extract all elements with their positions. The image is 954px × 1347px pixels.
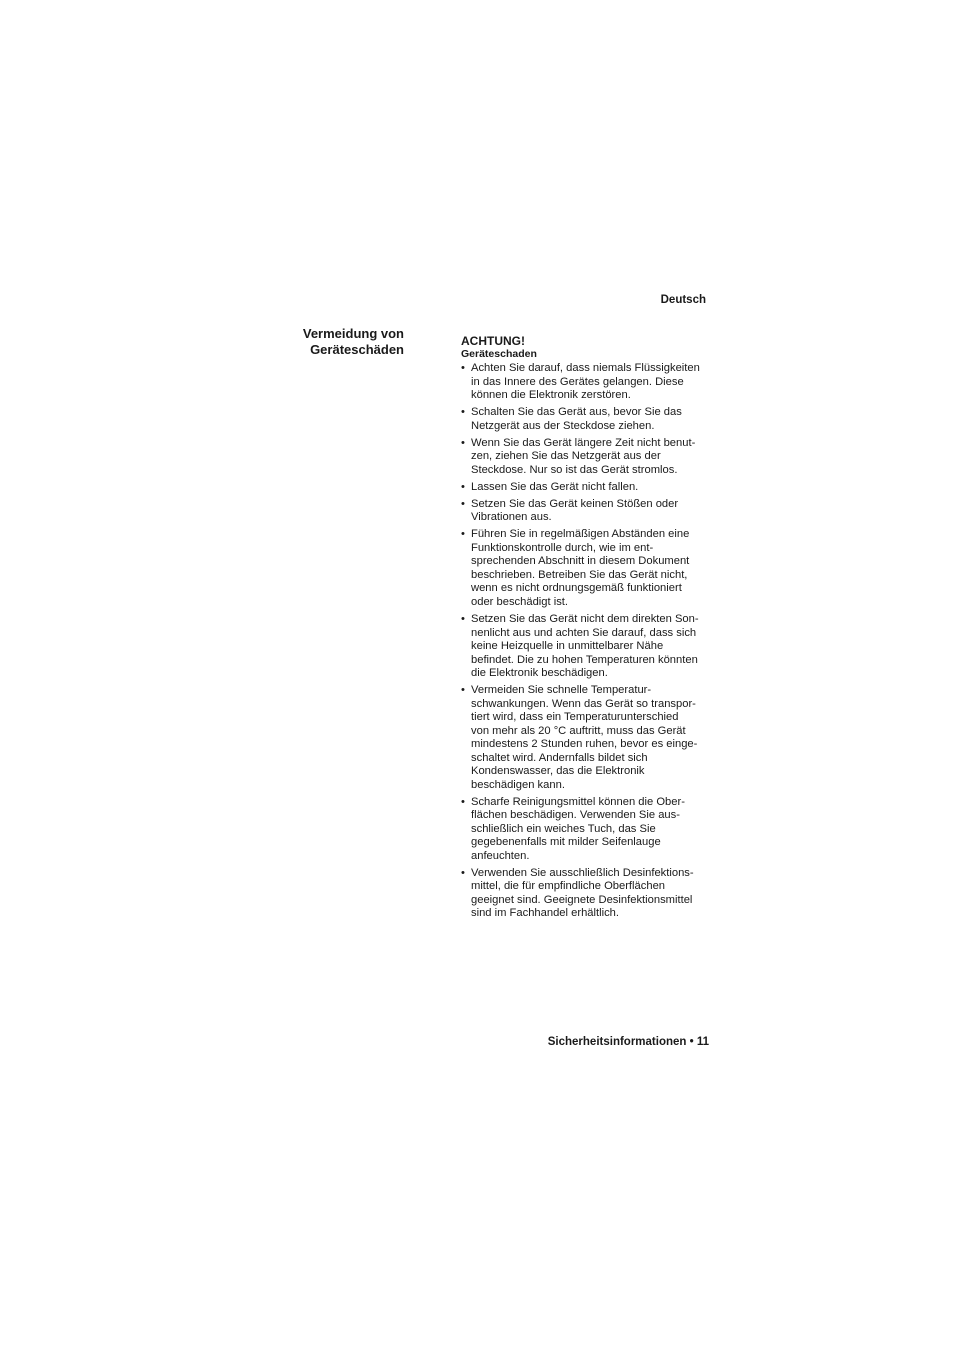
list-item-text: Schalten Sie das Gerät aus, bevor Sie das Netzgerät aus der Steckdose ziehen. bbox=[471, 406, 682, 432]
list-item-text: Scharfe Reinigungsmittel können die Ober- flächen beschädigen. Verwenden Sie aus- schließlich ein weiches Tuch, das Sie gegebenenfalls mit milder Seifenlauge anfeuchten. bbox=[471, 795, 685, 862]
list-item-text: Lassen Sie das Gerät nicht fallen. bbox=[471, 480, 639, 493]
bullet-icon: • bbox=[461, 684, 465, 697]
list-item bbox=[461, 498, 713, 525]
section-heading-line2: Geräteschäden bbox=[310, 342, 404, 357]
bullet-icon: • bbox=[461, 362, 465, 374]
list-item-text: Vermeiden Sie schnelle Temperatur- schwankungen. Wenn das Gerät so transpor- tiert wird, dass ein Temperaturunterschied von mehr als 20 °C auftritt, muss das Gerät mindestens 2 Stunden ruhen, bevor es einge- schaltet wird. Andernfalls bildet sich Kondenswasser, das die Elektronik beschädigen kann. bbox=[471, 684, 698, 791]
warning-title: ACHTUNG! bbox=[461, 334, 525, 348]
list-item bbox=[461, 481, 713, 495]
bullet-icon: • bbox=[461, 613, 465, 626]
list-item bbox=[461, 437, 713, 478]
warning-list bbox=[461, 362, 713, 921]
bullet-icon: • bbox=[461, 436, 465, 449]
list-item-text: Setzen Sie das Gerät nicht dem direkten Son- nenlicht aus und achten Sie darauf, dass sich keine Heizquelle in unmittelbarer Nähe befindet. Die zu hohen Temperaturen könnten die Elektronik beschädigen. bbox=[471, 613, 699, 680]
bullet-icon: • bbox=[461, 406, 465, 419]
section-heading bbox=[303, 326, 404, 358]
bullet-icon: • bbox=[461, 528, 465, 541]
list-item-text: Führen Sie in regelmäßigen Abständen eine Funktionskontrolle durch, wie im ent- sprechenden Abschnitt in diesem Dokument beschrieben. Betreiben Sie das Gerät nicht, wenn es nicht ordnungsgemäß funktioniert oder beschädigt ist. bbox=[471, 528, 690, 608]
warning-block bbox=[461, 334, 713, 924]
list-item-text: Achten Sie darauf, dass niemals Flüssigkeiten in das Innere des Gerätes gelangen. Diese können die Elektronik zerstören. bbox=[471, 362, 700, 401]
list-item bbox=[461, 796, 713, 864]
section-heading-line1: Vermeidung von bbox=[302, 326, 404, 341]
warning-subtitle: Geräteschaden bbox=[461, 348, 537, 360]
page-footer: Sicherheitsinformationen • 11 bbox=[547, 1036, 709, 1048]
bullet-icon: • bbox=[461, 795, 465, 808]
list-item bbox=[461, 684, 713, 792]
list-item bbox=[461, 867, 713, 921]
bullet-icon: • bbox=[461, 480, 465, 493]
list-item bbox=[461, 406, 713, 433]
list-item-text: Setzen Sie das Gerät keinen Stößen oder Vibrationen aus. bbox=[471, 497, 679, 524]
bullet-icon: • bbox=[461, 497, 465, 510]
list-item bbox=[461, 613, 713, 681]
list-item bbox=[461, 362, 713, 403]
list-item bbox=[461, 528, 713, 609]
list-item-text: Verwenden Sie ausschließlich Desinfektions- mittel, die für empfindliche Oberflächen geeignet sind. Geeignete Desinfektionsmittel sind im Fachhandel erhältlich. bbox=[471, 866, 694, 920]
bullet-icon: • bbox=[461, 866, 465, 879]
language-label: Deutsch bbox=[660, 294, 706, 306]
list-item-text: Wenn Sie das Gerät längere Zeit nicht benut- zen, ziehen Sie das Netzgerät aus der Steckdose. Nur so ist das Gerät stromlos. bbox=[471, 436, 696, 476]
